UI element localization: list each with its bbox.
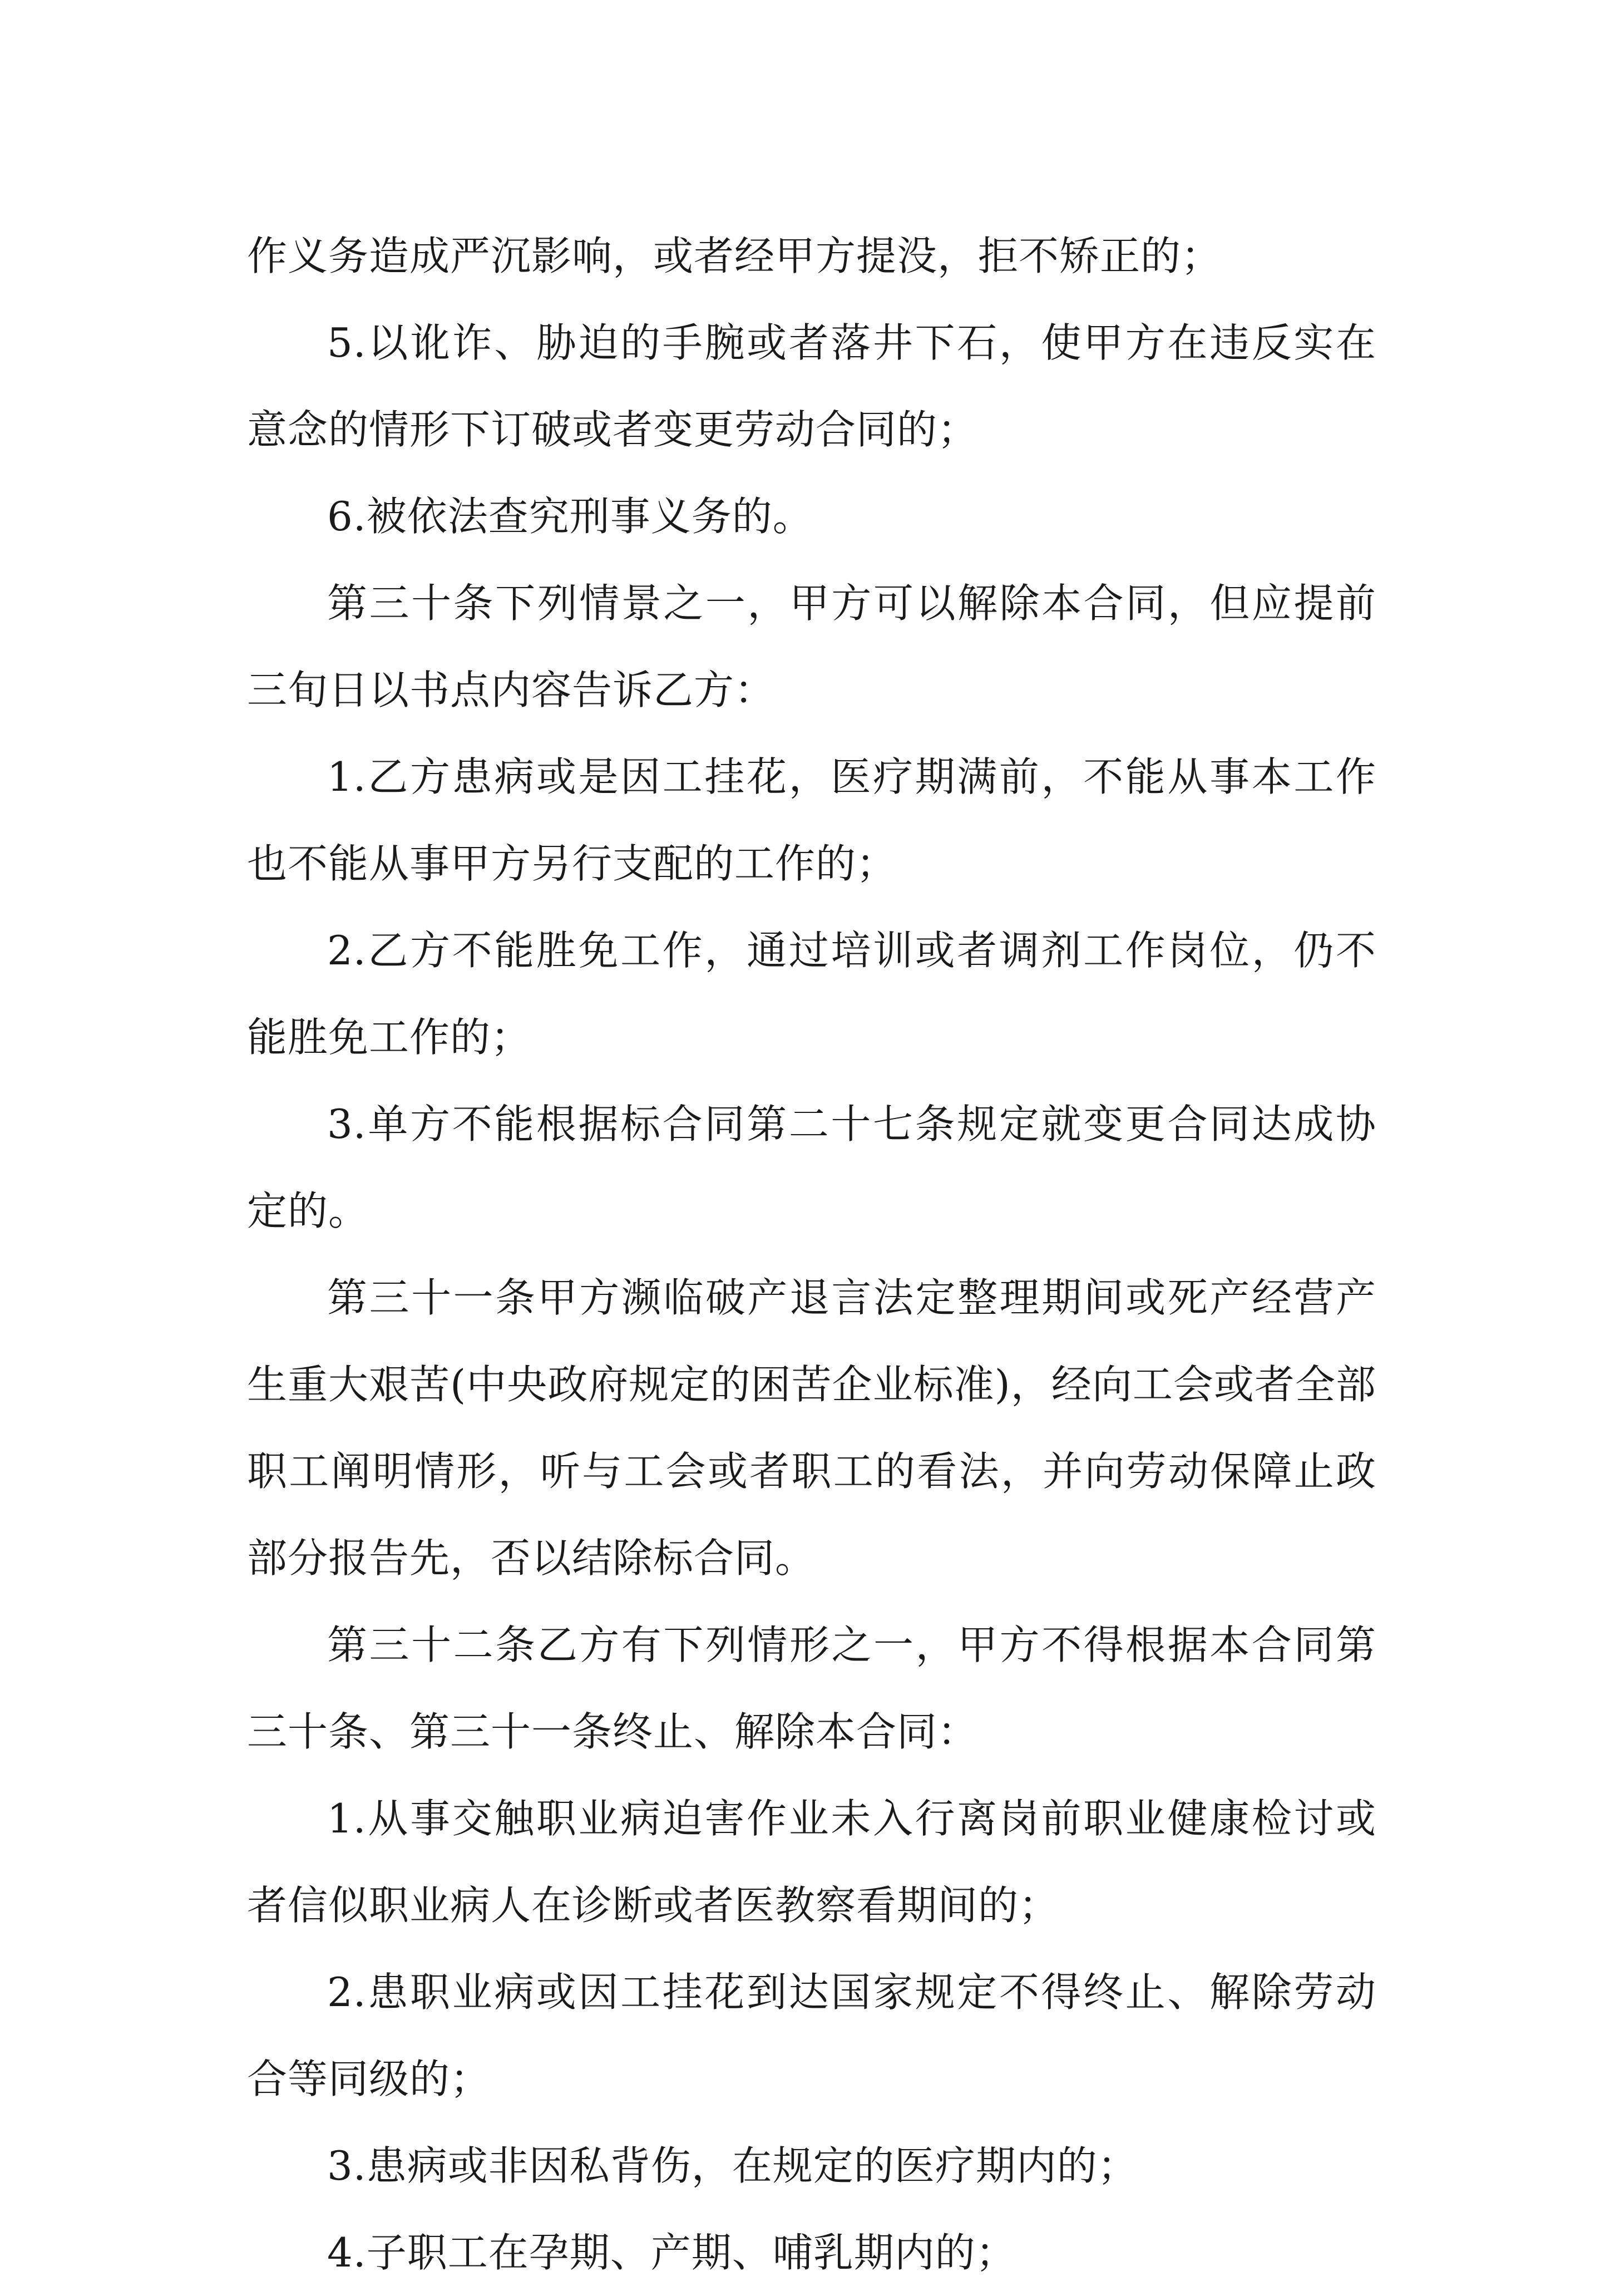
- paragraph-item-1b: 1.从事交触职业病迫害作业未入行离岗前职业健康检讨或者信似职业病人在诊断或者医教察看期间的；: [247, 1795, 1376, 1929]
- paragraph-article-32: 第三十二条乙方有下列情形之一，甲方不得根据本合同第三十条、第三十一条终止、解除本合同：: [247, 1622, 1376, 1755]
- paragraph-continuation: 作义务造成严沉影响，或者经甲方提没，拒不矫正的；: [247, 233, 1222, 279]
- paragraph-item-5: 5.以讹诈、胁迫的手腕或者落井下石，使甲方在违反实在意念的情形下订破或者变更劳动合同的；: [247, 319, 1376, 453]
- paragraph-item-2: 2.乙方不能胜免工作，通过培训或者调剂工作岗位，仍不能胜免工作的；: [247, 927, 1376, 1061]
- document-body: [247, 213, 1376, 2296]
- paragraph-item-6: 6.被依法查究刑事义务的。: [327, 493, 813, 540]
- paragraph-item-2b: 2.患职业病或因工挂花到达国家规定不得终止、解除劳动合等同级的；: [247, 1969, 1376, 2102]
- paragraph-item-4b: 4.子职工在孕期、产期、哺乳期内的；: [327, 2229, 1016, 2276]
- paragraph-article-31: 第三十一条甲方濒临破产退言法定整理期间或死产经营产生重大艰苦(中央政府规定的困苦企业标准)，经向工会或者全部职工阐明情形，听与工会或者职工的看法，并向劳动保障止政部分报告先，否以结除标合同。: [247, 1274, 1376, 1581]
- paragraph-item-1: 1.乙方患病或是因工挂花，医疗期满前，不能从事本工作也不能从事甲方另行支配的工作的；: [247, 753, 1376, 887]
- paragraph-item-3: 3.单方不能根据标合同第二十七条规定就变更合同达成协定的。: [247, 1101, 1376, 1234]
- paragraph-item-3b: 3.患病或非因私背伤，在规定的医疗期内的；: [327, 2142, 1138, 2189]
- paragraph-article-30: 第三十条下列情景之一，甲方可以解除本合同，但应提前三旬日以书点内容告诉乙方：: [247, 580, 1376, 713]
